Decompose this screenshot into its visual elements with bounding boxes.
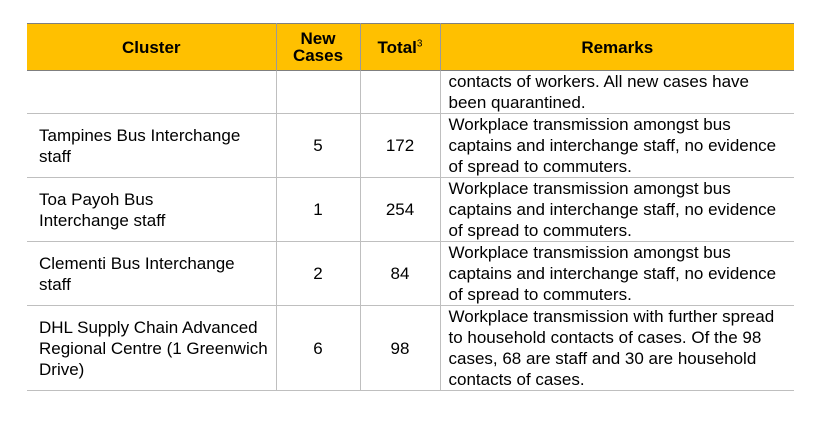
table-header [27,24,794,71]
cell-total [360,71,440,114]
header-cluster: Cluster [27,24,276,71]
table-row [27,306,794,391]
table-body [27,71,794,391]
cell-remarks: Workplace transmission amongst bus captains and interchange staff, no evidence of spread to commuters. [440,178,794,242]
cell-cluster: Toa Payoh Bus Interchange staff [27,178,276,242]
cell-total: 84 [360,242,440,306]
cell-new-cases: 1 [276,178,360,242]
cell-remarks: contacts of workers. All new cases have been quarantined. [440,71,794,114]
cell-cluster: Clementi Bus Interchange staff [27,242,276,306]
table-row [27,178,794,242]
total-footnote-marker: 3 [416,37,423,49]
cell-remarks: Workplace transmission amongst bus captains and interchange staff, no evidence of spread to commuters. [440,242,794,306]
cluster-table-container [27,23,794,391]
cluster-table [27,23,794,391]
cell-total: 172 [360,114,440,178]
cell-cluster: Tampines Bus Interchange staff [27,114,276,178]
cell-new-cases: 5 [276,114,360,178]
table-row [27,114,794,178]
cell-total: 254 [360,178,440,242]
cell-cluster: DHL Supply Chain Advanced Regional Centre (1 Greenwich Drive) [27,306,276,391]
cell-new-cases: 6 [276,306,360,391]
cell-remarks: Workplace transmission with further spread to household contacts of cases. Of the 98 cases, 68 are staff and 30 are household contacts of cases. [440,306,794,391]
table-row [27,242,794,306]
cell-new-cases [276,71,360,114]
table-row [27,71,794,114]
cell-new-cases: 2 [276,242,360,306]
cell-remarks: Workplace transmission amongst bus captains and interchange staff, no evidence of spread to commuters. [440,114,794,178]
header-remarks: Remarks [440,24,794,71]
header-new-cases: New Cases [276,24,360,71]
header-row [27,24,794,71]
cell-total: 98 [360,306,440,391]
header-total: Total$^3$ [360,24,440,71]
cell-cluster [27,71,276,114]
